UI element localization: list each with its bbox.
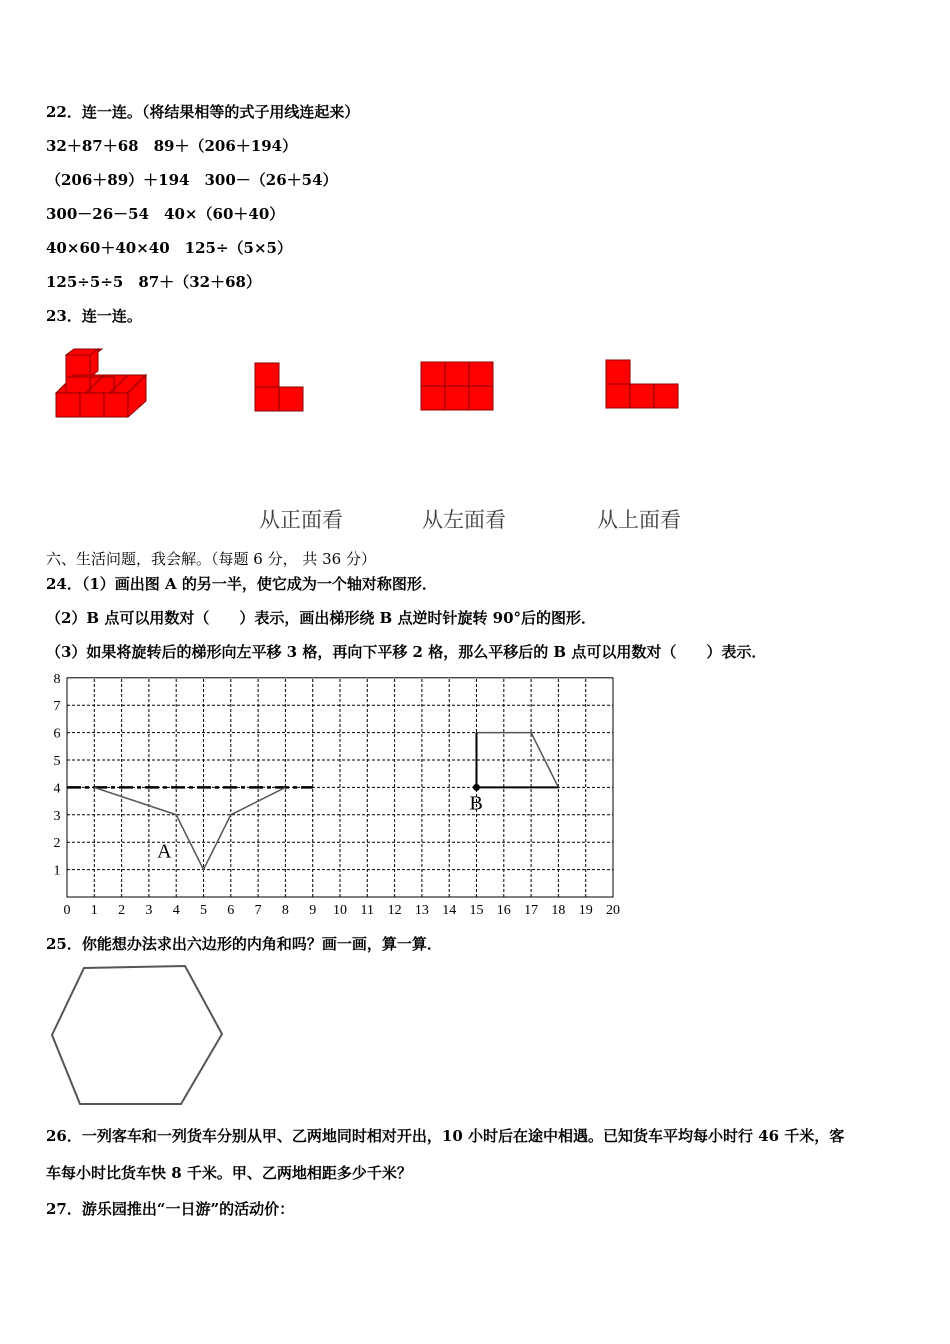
x-tick-label: 20 <box>606 903 620 918</box>
view-shape-l-long[interactable] <box>604 358 680 410</box>
x-tick-label: 4 <box>172 903 180 918</box>
hexagon-figure[interactable] <box>46 962 226 1110</box>
q22-title: 22．连一连。（将结果相等的式子用线连起来） <box>46 103 360 121</box>
view-caption-left[interactable]: 从左面看 <box>422 508 506 532</box>
q25-title: 25．你能想办法求出六边形的内角和吗？画一画，算一算． <box>46 935 442 953</box>
q24-part2: （2）B 点可以用数对（ ）表示，画出梯形绕 B 点逆时针旋转 90°后的图形． <box>46 609 597 627</box>
x-tick-label: 9 <box>309 903 317 918</box>
view-caption-top[interactable]: 从上面看 <box>597 508 681 532</box>
x-tick-label: 17 <box>524 903 539 918</box>
x-tick-label: 18 <box>551 903 566 918</box>
x-tick-label: 0 <box>63 903 71 918</box>
q26-line2: 车每小时比货车快 8 千米。甲、乙两地相距多少千米？ <box>46 1164 412 1182</box>
x-tick-label: 16 <box>496 903 511 918</box>
y-tick-label: 2 <box>53 836 61 852</box>
q23-title: 23．连一连。 <box>46 307 142 325</box>
x-tick-label: 13 <box>414 903 429 918</box>
q24-part3: （3）如果将旋转后的梯形向左平移 3 格，再向下平移 2 格，那么平移后的 B 点可以用数对（ ）表示． <box>46 643 767 661</box>
x-tick-label: 8 <box>281 903 289 918</box>
y-tick-label: 4 <box>53 781 61 797</box>
q22-row: 40×60＋40×40 125÷（5×5） <box>46 239 292 257</box>
x-tick-label: 11 <box>360 903 375 918</box>
y-tick-label: 3 <box>53 808 61 824</box>
x-tick-label: 10 <box>333 903 347 918</box>
view-shape-l-small[interactable] <box>253 361 305 413</box>
x-tick-label: 15 <box>469 903 484 918</box>
x-tick-label: 12 <box>387 903 402 918</box>
view-caption-front[interactable]: 从正面看 <box>259 508 343 532</box>
y-tick-label: 6 <box>53 726 61 742</box>
cube-stack-figure[interactable] <box>50 345 155 425</box>
x-tick-label: 6 <box>227 903 235 918</box>
shape-a <box>94 787 285 869</box>
y-tick-label: 7 <box>53 699 61 715</box>
q22-row: 32＋87＋68 89＋（206＋194） <box>46 137 298 155</box>
coordinate-grid[interactable] <box>40 670 640 920</box>
x-tick-label: 19 <box>578 903 593 918</box>
q27-title: 27．游乐园推出“一日游”的活动价： <box>46 1200 295 1218</box>
x-tick-label: 7 <box>254 903 262 918</box>
y-tick-label: 1 <box>53 863 61 879</box>
x-tick-label: 14 <box>442 903 457 918</box>
x-tick-label: 1 <box>90 903 98 918</box>
q22-row: 300－26－54 40×（60＋40） <box>46 205 285 223</box>
x-tick-label: 3 <box>145 903 153 918</box>
y-tick-label: 5 <box>53 754 61 769</box>
view-shape-rect[interactable] <box>419 360 495 412</box>
label-b: B <box>469 792 483 815</box>
q26-line1: 26．一列客车和一列货车分别从甲、乙两地同时相对开出，10 小时后在途中相遇。已知货车平均每小时行 46 千米，客 <box>46 1127 845 1145</box>
point-b <box>473 784 480 791</box>
x-tick-label: 2 <box>118 903 126 918</box>
label-a: A <box>157 840 172 863</box>
x-tick-label: 5 <box>200 903 207 918</box>
q24-part1: 24．（1）画出图 A 的另一半，使它成为一个轴对称图形． <box>46 575 437 593</box>
q22-row: 125÷5÷5 87＋（32＋68） <box>46 273 261 291</box>
y-tick-label: 8 <box>53 671 61 687</box>
q22-row: （206＋89）＋194 300－（26＋54） <box>46 171 338 189</box>
section-title: 六、生活问题，我会解。（每题 6 分， 共 36 分） <box>46 550 376 568</box>
